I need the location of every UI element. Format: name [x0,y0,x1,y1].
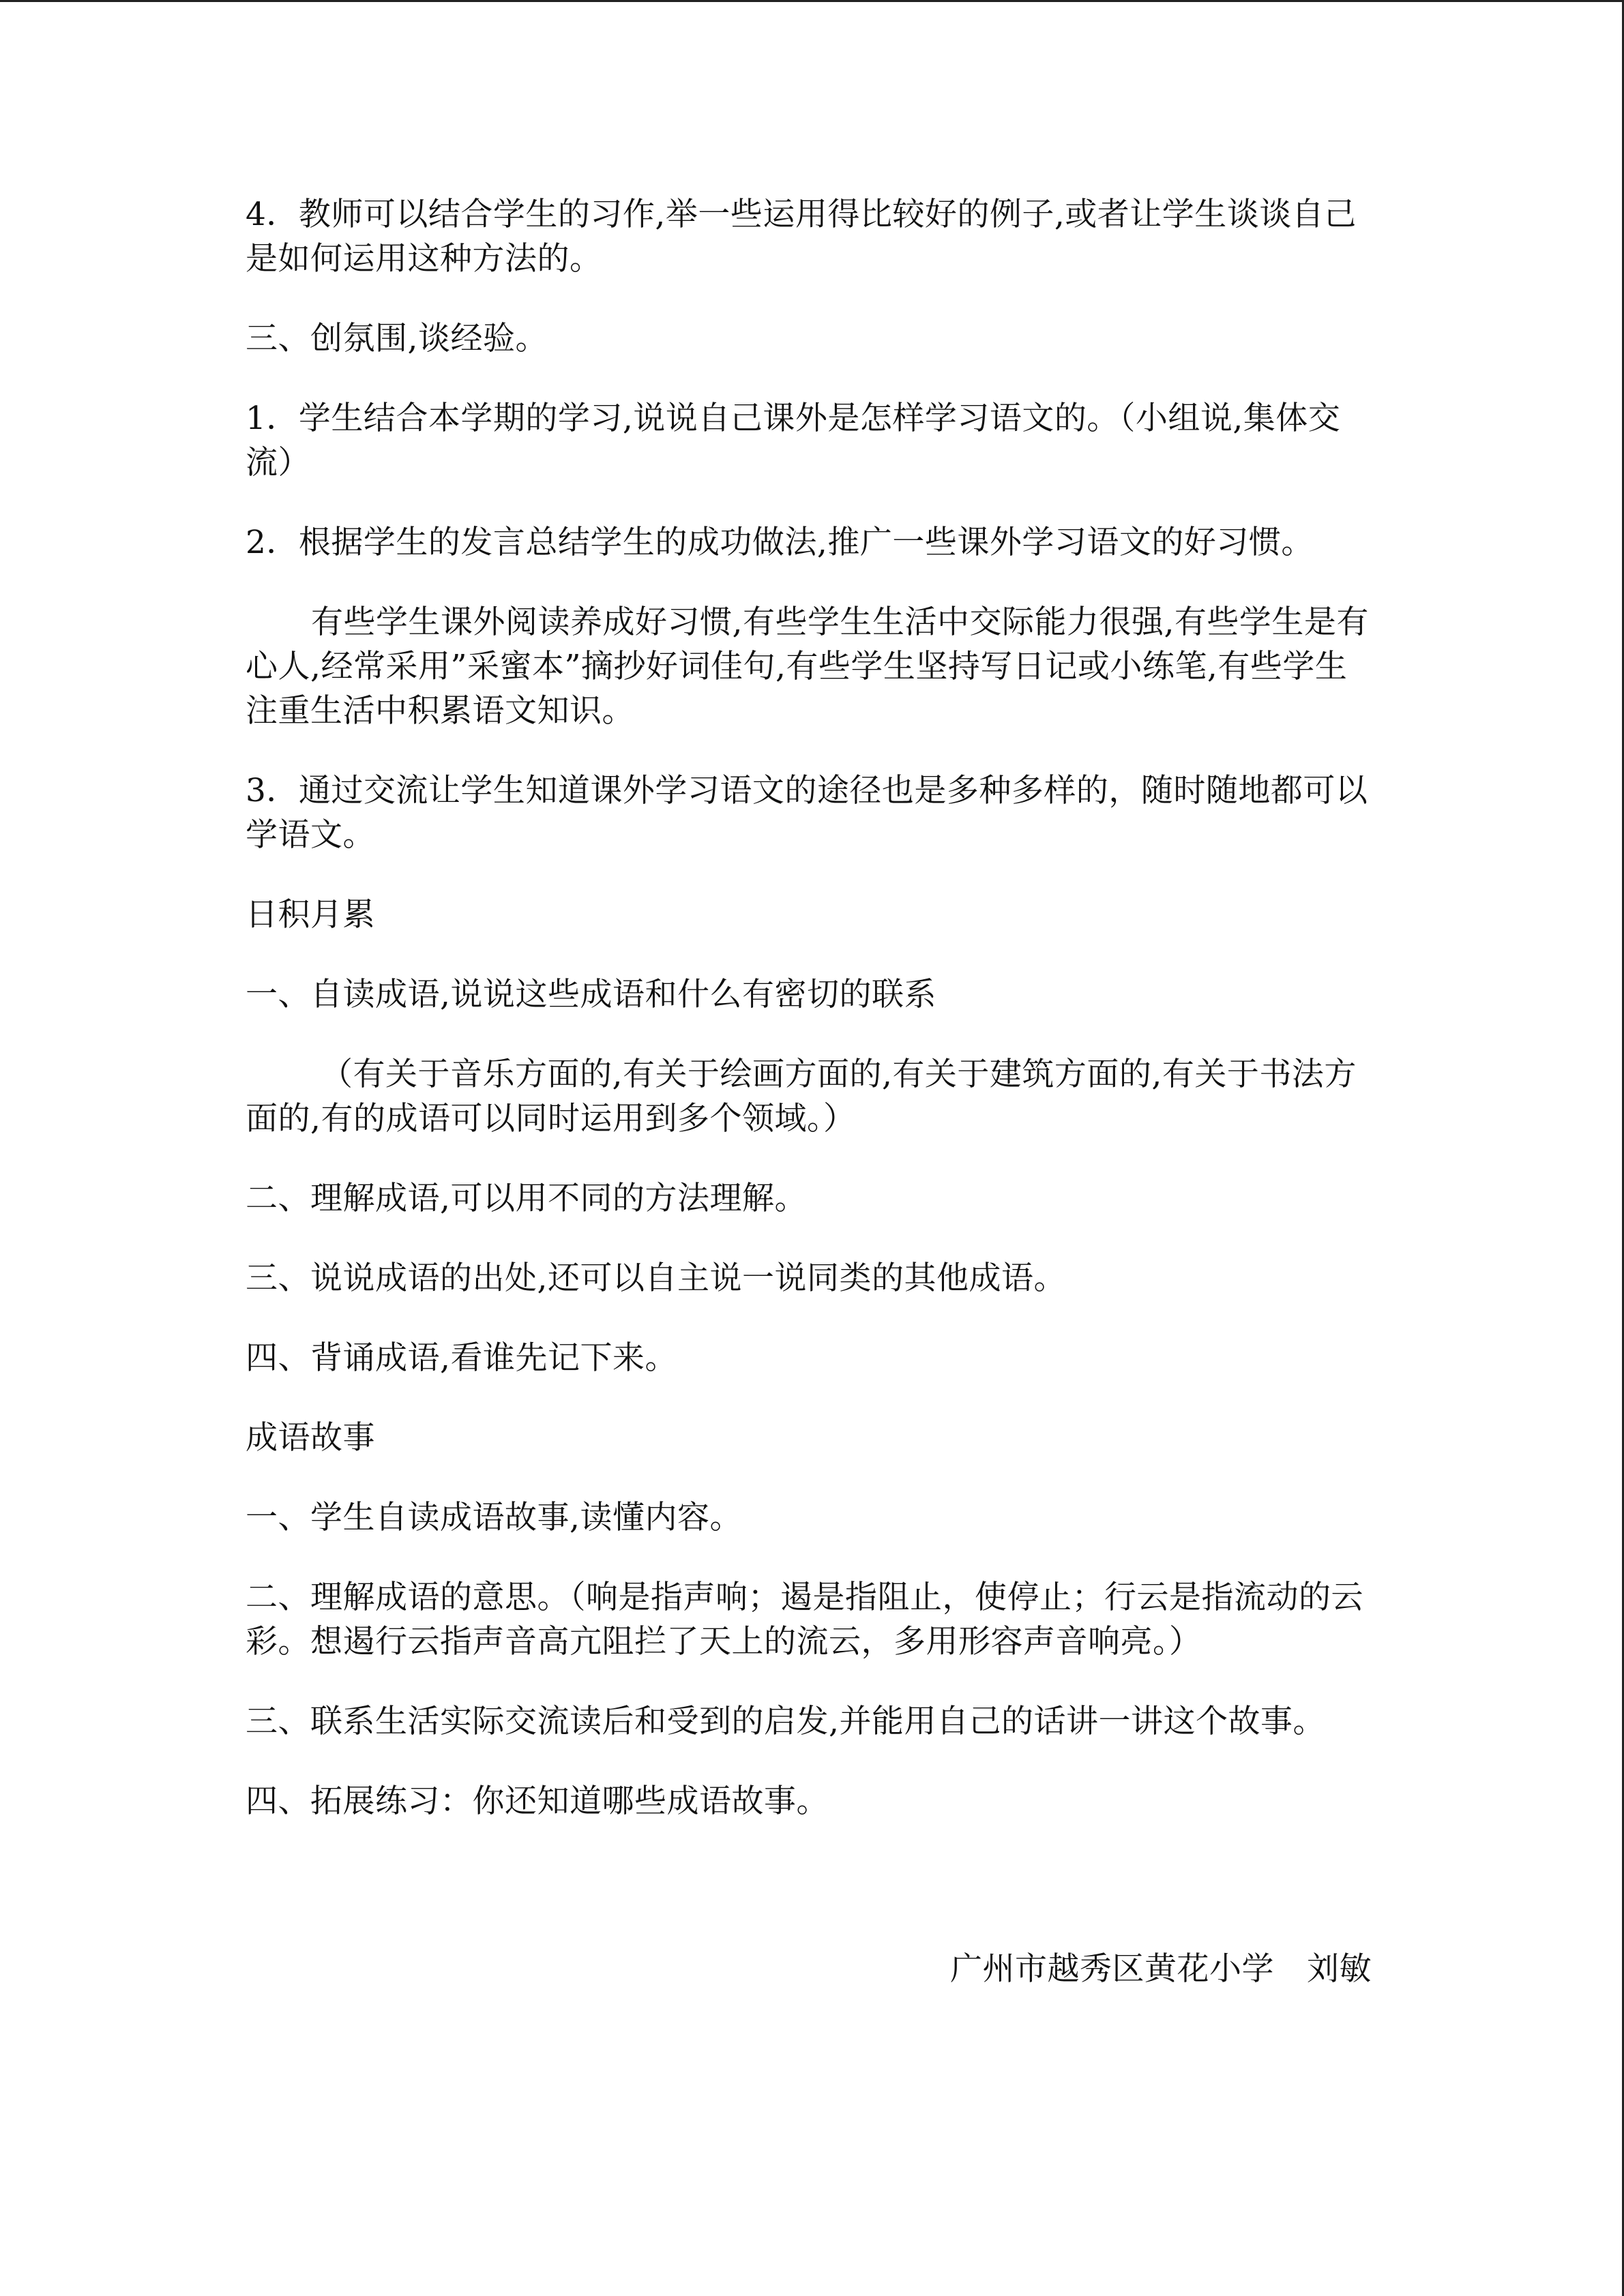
paragraph-step-2: 2．根据学生的发言总结学生的成功做法,推广一些课外学习语文的好习惯。 [246,524,1314,561]
paragraph-idiom-4: 四、背诵成语,看谁先记下来。 [246,1339,677,1377]
page-top-border [0,0,1624,2]
paragraph-idiom-note: （有关于音乐方面的,有关于绘画方面的,有关于建筑方面的,有关于书法方面的,有的成语可以同时运用到多个领域。） [246,1056,1357,1137]
paragraph-step-3: 3．通过交流让学生知道课外学习语文的途径也是多种多样的，随时随地都可以学语文。 [246,772,1368,854]
paragraph-idiom-2: 二、理解成语,可以用不同的方法理解。 [246,1180,807,1217]
signature-line [950,1947,1372,1991]
signature-school: 广州市越秀区黄花小学 [950,1950,1274,1988]
paragraph-idiom-3: 三、说说成语的出处,还可以自主说一说同类的其他成语。 [246,1259,1066,1297]
paragraph-story-2: 二、理解成语的意思。（响是指声响；遏是指阻止，使停止；行云是指流动的云彩。想遏行云指声音高亢阻拦了天上的流云，多用形容声音响亮。） [246,1579,1363,1660]
paragraph-idiom-1: 一、自读成语,说说这些成语和什么有密切的联系 [246,976,936,1013]
heading-daily-accumulation: 日积月累 [246,896,375,934]
paragraph-step-1: 1．学生结合本学期的学习,说说自己课外是怎样学习语文的。（小组说,集体交流） [246,400,1341,481]
paragraph-habits: 有些学生课外阅读养成好习惯,有些学生生活中交际能力很强,有些学生是有心人,经常采用”采蜜本”摘抄好词佳句,有些学生坚持写日记或小练笔,有些学生注重生活中积累语文知识。 [246,603,1369,730]
paragraph-step-4: 4．教师可以结合学生的习作,举一些运用得比较好的例子,或者让学生谈谈自己是如何运用这种方法的。 [246,196,1357,278]
paragraph-story-1: 一、学生自读成语故事,读懂内容。 [246,1499,742,1536]
signature-author: 刘敏 [1307,1950,1372,1988]
paragraph-story-3: 三、联系生活实际交流读后和受到的启发,并能用自己的话讲一讲这个故事。 [246,1703,1325,1740]
heading-idiom-story: 成语故事 [246,1419,375,1457]
document-body [246,192,1378,1823]
paragraph-story-4: 四、拓展练习：你还知道哪些成语故事。 [246,1783,829,1820]
heading-section-3: 三、创氛围,谈经验。 [246,320,548,357]
